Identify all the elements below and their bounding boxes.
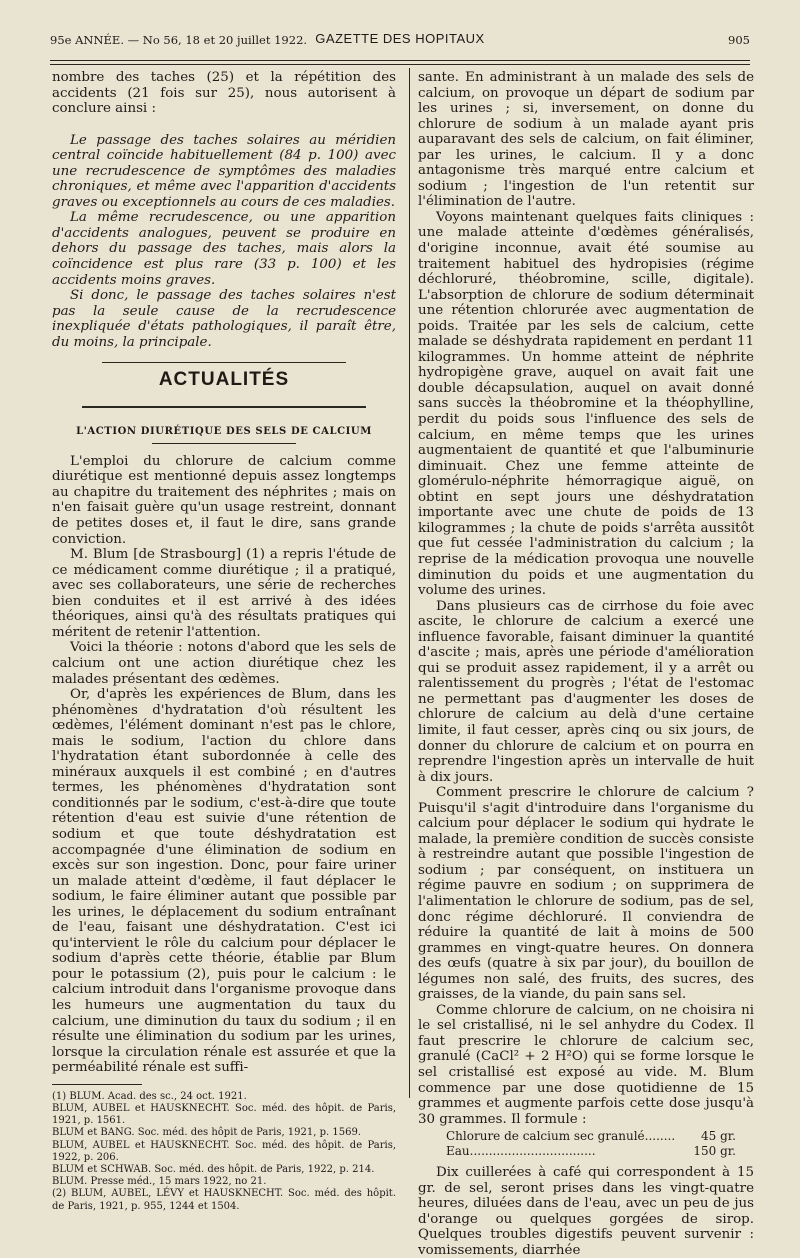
- body-paragraph: Voyons maintenant quelques faits cliniques : une malade atteinte d'œdèmes généralisés, d'origine inconnue, avait été soumise au traitement habituel des hydropisies (régime déchloruré, théobromine, scille, digitale). L'absorption de chlorure de sodium déterminait une rétention chlorurée avec augmentation de poids. Traitée par les sels de calcium, cette malade se déshydrata rapidement en perdant 11 kilogrammes. Un homme atteint de néphrite hydropigène grave, auquel on avait fait une double décapsulation, auquel on avait donné sans succès la théobromine et la théophylline, perdit du poids sous l'influence des sels de calcium, en même temps que les urines augmentaient de quantité et que l'albuminurie diminuait. Chez une femme atteinte de glomérulo-néphrite hémorragique aiguë, on obtint en sept jours une déshydratation importante avec une chute de poids de 13 kilogrammes ; la chute de poids s'arrêta aussitôt que fut cessée l'administration du calcium ; la reprise de la médication provoqua une nouvelle diminution du poids et une augmentation du volume des urines.: [418, 209, 754, 599]
- prescription-row: [446, 1129, 736, 1144]
- prescription-item: Eau.................................: [446, 1144, 596, 1159]
- body-paragraph: Comment prescrire le chlorure de calcium ? Puisqu'il s'agit d'introduire dans l'organisme du calcium pour déplacer le sodium qui hydrate le malade, la première condition de succès consiste à restreindre autant que possible l'ingestion de sodium ; par conséquent, on instituera un régime pauvre en sodium ; on supprimera de l'alimentation le chlorure de sodium, pas de sel, donc régime déchloruré. Il conviendra de réduire la quantité de lait à moins de 500 grammes en vingt-quatre heures. On donnera des œufs (quatre à six par jour), du bouillon de légumes non salé, des fruits, des sucres, des graisses, de la viande, du pain sans sel.: [418, 785, 754, 1003]
- conclusion-paragraph: Le passage des taches solaires au méridien central coïncide habituellement (84 p. 100) avec une recrudescence de symptômes des maladies chroniques, et même avec l'apparition d'accidents graves ou exceptionnels au cours de ces maladies.: [52, 132, 396, 210]
- footnote: BLUM et SCHWAB. Soc. méd. des hôpit. de Paris, 1922, p. 214.: [52, 1163, 375, 1175]
- prescription-item: Chlorure de calcium sec granulé........: [446, 1129, 676, 1144]
- footnote: BLUM, AUBEL et HAUSKNECHT. Soc. méd. des hôpit. de Paris, 1922, p. 206.: [52, 1139, 396, 1163]
- column-divider: [409, 68, 410, 1098]
- footnote-rule: [52, 1084, 142, 1085]
- header-rule: [50, 60, 750, 61]
- section-rule: [82, 406, 366, 408]
- conclusion-paragraph: La même recrudescence, ou une apparition d'accidents analogues, peuvent se produire en dehors du passage des taches, mais alors la coïncidence est plus rare (33 p. 100) et les accidents moins graves.: [52, 210, 396, 288]
- running-header: [50, 30, 750, 50]
- section-rule: [102, 362, 346, 363]
- page-number: 905: [728, 33, 750, 47]
- body-paragraph: Comme chlorure de calcium, on ne choisira ni le sel cristallisé, ni le sel anhydre du Codex. Il faut prescrire le chlorure de calcium sec, granulé (CaCl² + 2 H²O) qui se forme lorsque le sel cristallisé est exposé au vide. M. Blum commence par une dose quotidienne de 15 grammes et augmente parfois cette dose jusqu'à 30 grammes. Il formule :: [418, 1002, 754, 1127]
- body-paragraph: Dix cuillerées à café qui correspondent à 15 gr. de sel, seront prises dans les vingt-quatre heures, diluées dans de l'eau, avec un peu de jus d'orange ou quelques gorgées de sirop. Quelques troubles digestifs peuvent survenir : vomissements, diarrhée: [418, 1165, 754, 1258]
- prescription-table: [446, 1129, 736, 1159]
- intro-paragraph: nombre des taches (25) et la répétition des accidents (21 fois sur 25), nous autorisent à conclure ainsi :: [52, 70, 396, 117]
- journal-title: GAZETTE DES HOPITAUX: [315, 31, 485, 46]
- article-title: L'ACTION DIURÉTIQUE DES SELS DE CALCIUM: [52, 424, 396, 444]
- footnote: (2) BLUM, AUBEL, LÉVY et HAUSKNECHT. Soc. méd. des hôpit. de Paris, 1921, p. 955, 1244 et 1504.: [52, 1188, 396, 1212]
- body-paragraph: Or, d'après les expériences de Blum, dans les phénomènes d'hydratation d'où résultent les œdèmes, l'élément dominant n'est pas le chlore, mais le sodium, l'action du chlore dans l'hydratation étant subordonnée à celle des minéraux auxquels il est combiné ; en d'autres termes, les phénomènes d'hydratation sont conditionnés par le sodium, c'est-à-dire que toute rétention d'eau est suivie d'une rétention de sodium et que toute déshydratation est accompagnée d'une élimination de sodium en excès sur son ingestion. Donc, pour faire uriner un malade atteint d'œdème, il faut déplacer le sodium, le faire éliminer autant que possible par les urines, le déplacement du sodium entraînant de l'eau, faisant une déshydratation. C'est ici qu'intervient le rôle du calcium pour déplacer le sodium d'après cette théorie, établie par Blum pour le potassium (2), puis pour le calcium : le calcium introduit dans l'organisme provoque dans les humeurs une augmentation du taux du calcium, une diminution du taux du sodium ; il en résulte une élimination du sodium par les urines, lorsque la circulation rénale est assurée et que la perméabilité rénale est suffi-: [52, 687, 396, 1076]
- body-paragraph: M. Blum [de Strasbourg] (1) a repris l'étude de ce médicament comme diurétique ; il a pratiqué, avec ses collaborateurs, une série de recherches bien conduites et il est arrivé à des idées théoriques, ainsi qu'à des résultats pratiques qui méritent de retenir l'attention.: [52, 547, 396, 640]
- section-header: [52, 354, 396, 428]
- footnote: BLUM, AUBEL et HAUSKNECHT. Soc. méd. des hôpit. de Paris, 1921, p. 1561.: [52, 1102, 396, 1127]
- body-paragraph: Dans plusieurs cas de cirrhose du foie avec ascite, le chlorure de calcium a exercé une influence favorable, faisant diminuer la quantité d'ascite ; mais, après une période d'amélioration qui se produit assez rapidement, il y a arrêt ou ralentissement du progrès ; l'état de l'estomac ne permettant pas d'augmenter les doses de chlorure de calcium au delà d'une certaine limite, il faut cesser, après cinq ou six jours, de donner du chlorure de calcium et on pourra en reprendre l'ingestion après un intervalle de huit à dix jours.: [418, 598, 754, 785]
- footnote: (1) BLUM. Acad. des sc., 24 oct. 1921.: [52, 1090, 247, 1102]
- prescription-row: [446, 1144, 736, 1159]
- header-rule-double: [50, 64, 750, 65]
- footnotes: [52, 1091, 396, 1213]
- body-paragraph: Voici la théorie : notons d'abord que les sels de calcium ont une action diurétique chez les malades présentant des œdèmes.: [52, 640, 396, 687]
- body-paragraph: L'emploi du chlorure de calcium comme diurétique est mentionné depuis assez longtemps au chapitre du traitement des néphrites ; mais on n'en faisait guère qu'un usage restreint, donnant de petites doses et, il faut le dire, sans grande conviction.: [52, 453, 396, 547]
- prescription-qty: 45 gr.: [701, 1129, 736, 1144]
- conclusion-paragraph: Si donc, le passage des taches solaires n'est pas la seule cause de la recrudescence inexpliquée d'états pathologiques, il paraît être, du moins, la principale.: [52, 288, 396, 350]
- footnote: BLUM et BANG. Soc. méd. des hôpit de Paris, 1921, p. 1569.: [52, 1127, 361, 1139]
- footnote: BLUM. Presse méd., 15 mars 1922, no 21.: [52, 1176, 267, 1188]
- section-title: ACTUALITÉS: [158, 369, 290, 391]
- left-column: [52, 70, 396, 1213]
- body-paragraph: sante. En administrant à un malade des sels de calcium, on provoque un départ de sodium par les urines ; si, inversement, on donne du chlorure de sodium à un malade ayant pris auparavant des sels de calcium, on fait éliminer, par les urines, le calcium. Il y a donc antagonisme très marqué entre calcium et sodium ; l'ingestion de l'un retentit sur l'élimination de l'autre.: [418, 70, 754, 210]
- issue-info: 95e ANNÉE. — No 56, 18 et 20 juillet 1922.: [50, 33, 308, 47]
- prescription-qty: 150 gr.: [693, 1144, 736, 1159]
- right-column: [418, 70, 754, 1258]
